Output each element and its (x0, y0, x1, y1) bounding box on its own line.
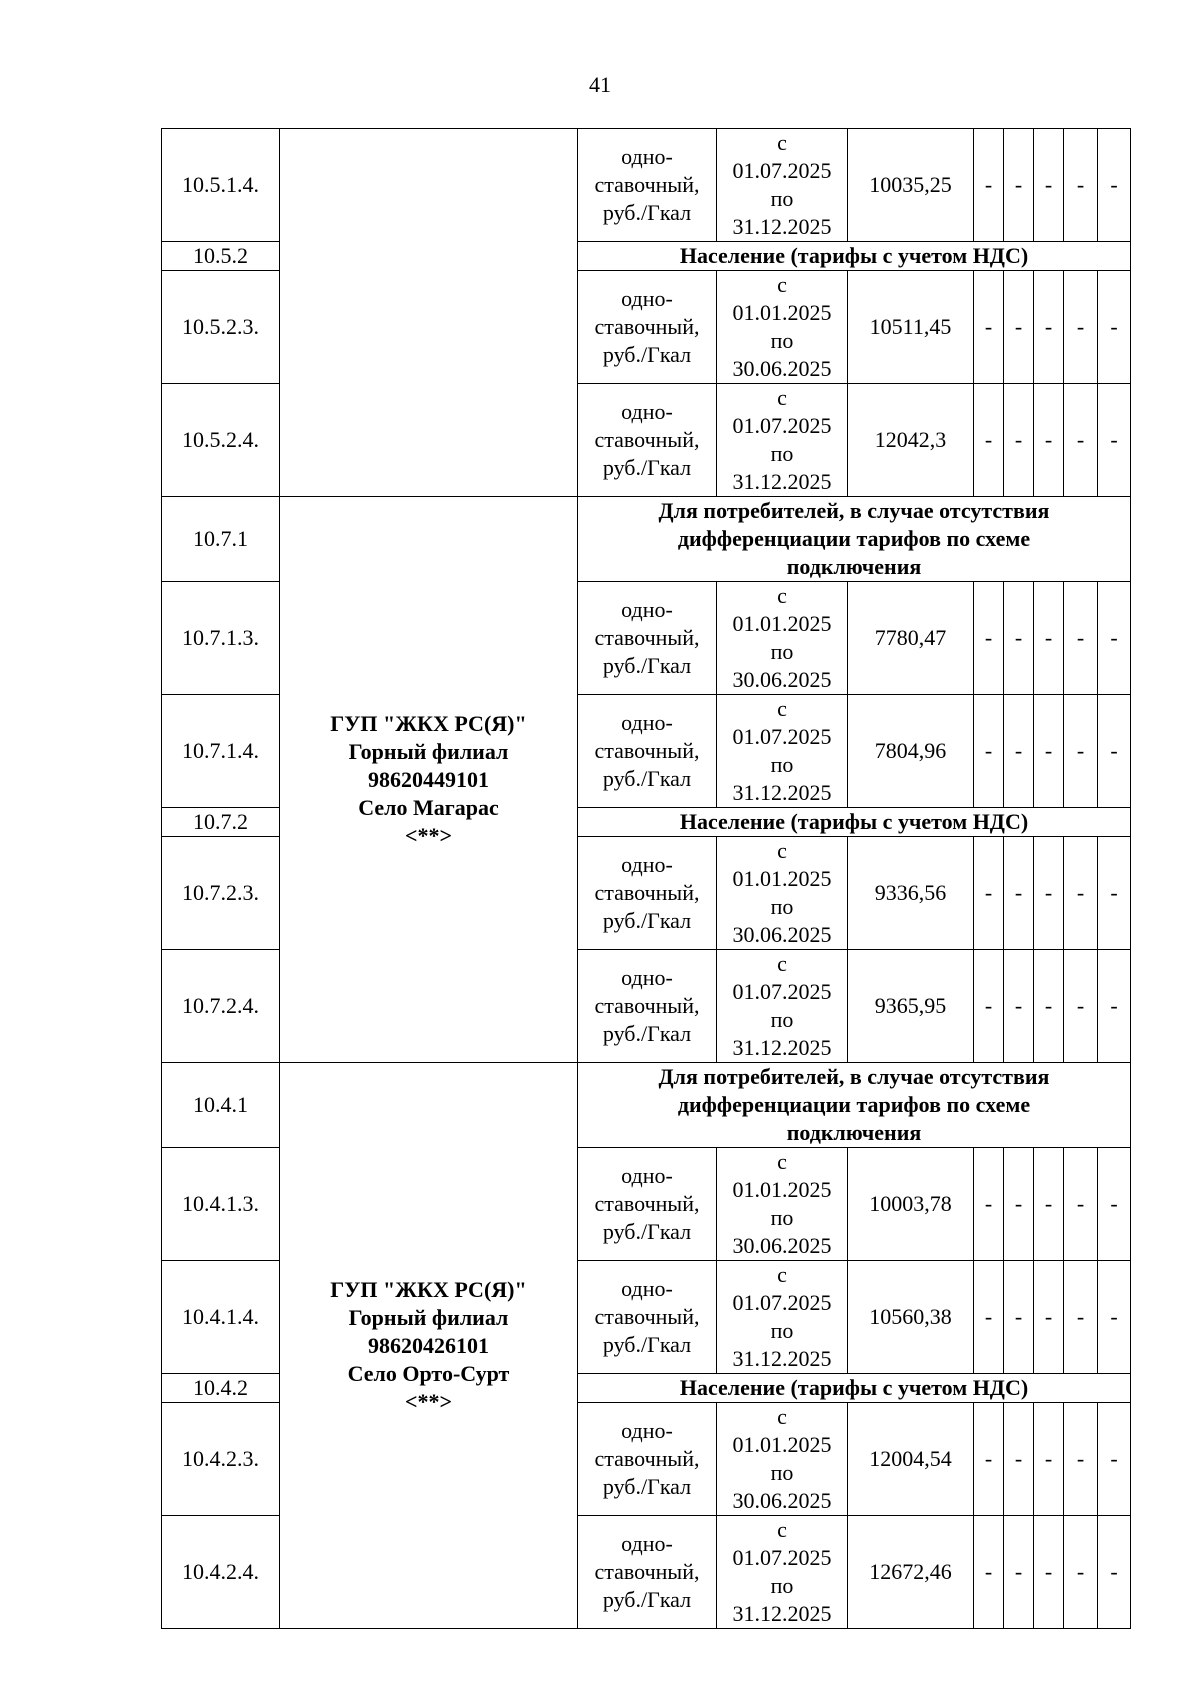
dash-cell: - (1098, 384, 1131, 497)
tariff-value: 10511,45 (848, 271, 974, 384)
tariff-value: 10003,78 (848, 1148, 974, 1261)
dash-cell: - (1064, 695, 1098, 808)
dash-cell: - (1034, 1403, 1064, 1516)
dash-cell: - (1004, 695, 1034, 808)
period-cell: с 01.01.2025 по 30.06.2025 (717, 271, 848, 384)
dash-cell: - (974, 695, 1004, 808)
tariff-table (161, 128, 1131, 1629)
org-cell-magaras: ГУП "ЖКХ РС(Я)" Горный филиал 98620449101 Село Магарас <**> (280, 497, 578, 1063)
dash-cell: - (1098, 271, 1131, 384)
dash-cell: - (1034, 384, 1064, 497)
dash-cell: - (1034, 271, 1064, 384)
period-cell: с 01.01.2025 по 30.06.2025 (717, 582, 848, 695)
dash-cell: - (1004, 271, 1034, 384)
rate-type-cell: одно- ставочный, руб./Гкал (578, 1403, 717, 1516)
dash-cell: - (1064, 837, 1098, 950)
dash-cell: - (974, 1403, 1004, 1516)
dash-cell: - (1098, 129, 1131, 242)
tariff-value: 9336,56 (848, 837, 974, 950)
period-cell: с 01.01.2025 по 30.06.2025 (717, 1148, 848, 1261)
period-cell: с 01.01.2025 по 30.06.2025 (717, 837, 848, 950)
dash-cell: - (1064, 1148, 1098, 1261)
row-code: 10.4.2.3. (162, 1403, 280, 1516)
tariff-value: 7804,96 (848, 695, 974, 808)
period-cell: с 01.01.2025 по 30.06.2025 (717, 1403, 848, 1516)
rate-type-cell: одно- ставочный, руб./Гкал (578, 1148, 717, 1261)
section-header-population: Население (тарифы с учетом НДС) (578, 808, 1131, 837)
dash-cell: - (1004, 837, 1034, 950)
row-code: 10.4.1.3. (162, 1148, 280, 1261)
dash-cell: - (974, 1261, 1004, 1374)
dash-cell: - (1064, 582, 1098, 695)
dash-cell: - (1034, 129, 1064, 242)
dash-cell: - (1098, 1403, 1131, 1516)
page-number: 41 (589, 72, 611, 97)
table-row (162, 1063, 1131, 1148)
tariff-value: 12672,46 (848, 1516, 974, 1629)
tariff-value: 9365,95 (848, 950, 974, 1063)
tariff-value: 7780,47 (848, 582, 974, 695)
row-code: 10.7.2 (162, 808, 280, 837)
row-code: 10.5.2 (162, 242, 280, 271)
period-cell: с 01.07.2025 по 31.12.2025 (717, 1261, 848, 1374)
dash-cell: - (1004, 1403, 1034, 1516)
dash-cell: - (1064, 1403, 1098, 1516)
dash-cell: - (1098, 695, 1131, 808)
row-code: 10.7.1 (162, 497, 280, 582)
rate-type-cell: одно- ставочный, руб./Гкал (578, 582, 717, 695)
dash-cell: - (1034, 695, 1064, 808)
row-code: 10.7.1.4. (162, 695, 280, 808)
dash-cell: - (1004, 950, 1034, 1063)
period-cell: с 01.07.2025 по 31.12.2025 (717, 950, 848, 1063)
section-header-population: Население (тарифы с учетом НДС) (578, 1374, 1131, 1403)
table-row (162, 497, 1131, 582)
dash-cell: - (1034, 1261, 1064, 1374)
dash-cell: - (1004, 1148, 1034, 1261)
rate-type-cell: одно- ставочный, руб./Гкал (578, 271, 717, 384)
dash-cell: - (974, 837, 1004, 950)
tariff-value: 10035,25 (848, 129, 974, 242)
section-header-consumers: Для потребителей, в случае отсутствия дифференциации тарифов по схеме подключения (578, 1063, 1131, 1148)
tariff-value: 10560,38 (848, 1261, 974, 1374)
dash-cell: - (1064, 129, 1098, 242)
section-header-consumers: Для потребителей, в случае отсутствия дифференциации тарифов по схеме подключения (578, 497, 1131, 582)
tariff-value: 12042,3 (848, 384, 974, 497)
dash-cell: - (1064, 950, 1098, 1063)
row-code: 10.5.1.4. (162, 129, 280, 242)
dash-cell: - (1034, 837, 1064, 950)
dash-cell: - (1004, 1261, 1034, 1374)
org-cell-orto-surt: ГУП "ЖКХ РС(Я)" Горный филиал 98620426101 Село Орто-Сурт <**> (280, 1063, 578, 1629)
dash-cell: - (1004, 582, 1034, 695)
dash-cell: - (1064, 1261, 1098, 1374)
rate-type-cell: одно- ставочный, руб./Гкал (578, 129, 717, 242)
dash-cell: - (1034, 582, 1064, 695)
dash-cell: - (1098, 1261, 1131, 1374)
dash-cell: - (974, 271, 1004, 384)
dash-cell: - (1004, 384, 1034, 497)
dash-cell: - (974, 1516, 1004, 1629)
dash-cell: - (1098, 837, 1131, 950)
row-code: 10.7.1.3. (162, 582, 280, 695)
dash-cell: - (1098, 1148, 1131, 1261)
rate-type-cell: одно- ставочный, руб./Гкал (578, 695, 717, 808)
dash-cell: - (1098, 582, 1131, 695)
rate-type-cell: одно- ставочный, руб./Гкал (578, 384, 717, 497)
dash-cell: - (1064, 384, 1098, 497)
dash-cell: - (1004, 129, 1034, 242)
period-cell: с 01.07.2025 по 31.12.2025 (717, 1516, 848, 1629)
dash-cell: - (1064, 271, 1098, 384)
period-cell: с 01.07.2025 по 31.12.2025 (717, 129, 848, 242)
row-code: 10.4.1 (162, 1063, 280, 1148)
dash-cell: - (974, 950, 1004, 1063)
period-cell: с 01.07.2025 по 31.12.2025 (717, 695, 848, 808)
dash-cell: - (1098, 950, 1131, 1063)
rate-type-cell: одно- ставочный, руб./Гкал (578, 1261, 717, 1374)
row-code: 10.7.2.3. (162, 837, 280, 950)
rate-type-cell: одно- ставочный, руб./Гкал (578, 950, 717, 1063)
dash-cell: - (1064, 1516, 1098, 1629)
row-code: 10.4.2.4. (162, 1516, 280, 1629)
row-code: 10.5.2.3. (162, 271, 280, 384)
org-cell-empty (280, 129, 578, 497)
dash-cell: - (1034, 950, 1064, 1063)
period-cell: с 01.07.2025 по 31.12.2025 (717, 384, 848, 497)
dash-cell: - (1004, 1516, 1034, 1629)
dash-cell: - (974, 384, 1004, 497)
rate-type-cell: одно- ставочный, руб./Гкал (578, 1516, 717, 1629)
dash-cell: - (1098, 1516, 1131, 1629)
row-code: 10.7.2.4. (162, 950, 280, 1063)
section-header-population: Население (тарифы с учетом НДС) (578, 242, 1131, 271)
dash-cell: - (1034, 1148, 1064, 1261)
rate-type-cell: одно- ставочный, руб./Гкал (578, 837, 717, 950)
dash-cell: - (974, 582, 1004, 695)
dash-cell: - (974, 129, 1004, 242)
dash-cell: - (974, 1148, 1004, 1261)
tariff-value: 12004,54 (848, 1403, 974, 1516)
row-code: 10.5.2.4. (162, 384, 280, 497)
table-row (162, 129, 1131, 242)
dash-cell: - (1034, 1516, 1064, 1629)
row-code: 10.4.1.4. (162, 1261, 280, 1374)
row-code: 10.4.2 (162, 1374, 280, 1403)
